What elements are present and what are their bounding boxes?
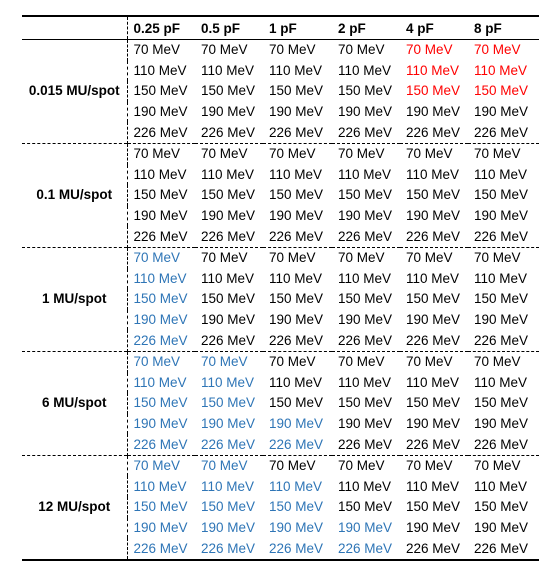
- energy-cell: 150 MeV: [133, 291, 188, 307]
- header-corner: [22, 16, 127, 40]
- energy-cell: 110 MeV: [474, 62, 528, 78]
- energy-cell: 110 MeV: [474, 166, 528, 182]
- energy-cell: 226 MeV: [201, 228, 256, 244]
- energy-cell: 150 MeV: [201, 187, 256, 203]
- energy-cell: 150 MeV: [269, 499, 324, 515]
- energy-cell: 226 MeV: [133, 228, 188, 244]
- energy-cell: 110 MeV: [406, 62, 460, 78]
- energy-cell: 190 MeV: [133, 312, 188, 328]
- energy-cell: 190 MeV: [133, 208, 188, 224]
- group-label: 0.1 MU/spot: [22, 143, 127, 247]
- energy-cell: 150 MeV: [269, 187, 324, 203]
- energy-cell: 226 MeV: [474, 436, 529, 452]
- energy-cell: 190 MeV: [474, 415, 529, 431]
- energy-cell: 150 MeV: [201, 499, 256, 515]
- energy-cell: 150 MeV: [133, 499, 188, 515]
- energy-cell: 110 MeV: [269, 478, 323, 494]
- energy-cell: 70 MeV: [332, 40, 400, 61]
- energy-cell: 226 MeV: [201, 436, 256, 452]
- energy-cell: 70 MeV: [400, 455, 468, 476]
- energy-cell: 110 MeV: [338, 478, 392, 494]
- energy-cell: 150 MeV: [338, 187, 393, 203]
- energy-cell: 70 MeV: [332, 455, 400, 476]
- energy-cell: 226 MeV: [269, 332, 324, 348]
- header-cell-2pf: 2 pF: [332, 16, 400, 40]
- energy-cell: 226 MeV: [269, 124, 324, 140]
- energy-cell: 190 MeV: [338, 415, 393, 431]
- energy-cell: 70 MeV: [468, 40, 539, 61]
- energy-cell: 226 MeV: [338, 124, 393, 140]
- energy-cell: 190 MeV: [269, 312, 324, 328]
- energy-cell: 110 MeV: [269, 166, 323, 182]
- energy-cell: 70 MeV: [195, 143, 263, 164]
- energy-cell: 226 MeV: [133, 124, 188, 140]
- energy-cell: 226 MeV: [263, 538, 332, 560]
- energy-cell: 190 MeV: [474, 519, 529, 535]
- header-cell-8pf: 8 pF: [468, 16, 539, 40]
- energy-cell: 190 MeV: [201, 104, 256, 120]
- energy-cell: 150 MeV: [133, 187, 188, 203]
- energy-cell: 190 MeV: [406, 312, 461, 328]
- energy-cell: 226 MeV: [133, 332, 188, 348]
- energy-cell: 190 MeV: [201, 519, 256, 535]
- energy-cell: 190 MeV: [474, 312, 529, 328]
- energy-cell: 226 MeV: [406, 228, 461, 244]
- energy-cell: 110 MeV: [201, 166, 255, 182]
- energy-cell: 226 MeV: [400, 538, 468, 560]
- energy-cell: 70 MeV: [263, 247, 332, 268]
- energy-cell: 190 MeV: [406, 519, 461, 535]
- energy-cell: 110 MeV: [474, 478, 528, 494]
- energy-cell: 110 MeV: [406, 270, 460, 286]
- energy-cell: 110 MeV: [133, 478, 187, 494]
- table-row: [22, 40, 539, 61]
- energy-cell: 70 MeV: [195, 247, 263, 268]
- energy-cell: 190 MeV: [269, 519, 324, 535]
- energy-cell: 226 MeV: [338, 228, 393, 244]
- energy-cell: 110 MeV: [338, 166, 392, 182]
- energy-cell: 226 MeV: [332, 538, 400, 560]
- energy-cell: 150 MeV: [474, 395, 529, 411]
- energy-cell: 110 MeV: [474, 270, 528, 286]
- energy-cell: 150 MeV: [406, 291, 461, 307]
- energy-cell: 150 MeV: [201, 395, 256, 411]
- energy-cell: 110 MeV: [338, 270, 392, 286]
- energy-cell: 150 MeV: [338, 395, 393, 411]
- energy-cell: 70 MeV: [332, 351, 400, 372]
- header-cell-0.25pf: 0.25 pF: [127, 16, 195, 40]
- energy-cell: 150 MeV: [338, 499, 393, 515]
- table-body: [22, 40, 539, 560]
- energy-cell: 226 MeV: [474, 228, 529, 244]
- energy-cell: 190 MeV: [338, 104, 393, 120]
- energy-cell: 70 MeV: [332, 247, 400, 268]
- energy-cell: 110 MeV: [338, 62, 392, 78]
- energy-cell: 110 MeV: [133, 166, 187, 182]
- energy-cell: 190 MeV: [133, 104, 188, 120]
- energy-cell: 150 MeV: [133, 395, 188, 411]
- energy-cell: 70 MeV: [468, 455, 539, 476]
- energy-cell: 70 MeV: [468, 143, 539, 164]
- energy-cell: 110 MeV: [201, 270, 255, 286]
- energy-cell: 110 MeV: [406, 374, 460, 390]
- energy-cell: 190 MeV: [338, 519, 393, 535]
- energy-cell: 190 MeV: [201, 208, 256, 224]
- energy-cell: 190 MeV: [406, 208, 461, 224]
- group-label: 6 MU/spot: [22, 351, 127, 455]
- energy-cell: 70 MeV: [332, 143, 400, 164]
- energy-cell: 190 MeV: [338, 208, 393, 224]
- energy-cell: 70 MeV: [263, 351, 332, 372]
- energy-cell: 190 MeV: [474, 208, 529, 224]
- energy-cell: 70 MeV: [400, 40, 468, 61]
- energy-cell: 150 MeV: [406, 187, 461, 203]
- group-label: 1 MU/spot: [22, 247, 127, 351]
- energy-cell: 190 MeV: [269, 104, 324, 120]
- energy-cell: 226 MeV: [269, 228, 324, 244]
- energy-cell: 70 MeV: [195, 455, 263, 476]
- group-label: 12 MU/spot: [22, 455, 127, 559]
- energy-cell: 190 MeV: [201, 415, 256, 431]
- energy-cell: 226 MeV: [338, 436, 393, 452]
- energy-cell: 150 MeV: [269, 395, 324, 411]
- energy-cell: 70 MeV: [263, 455, 332, 476]
- energy-cell: 150 MeV: [406, 499, 461, 515]
- energy-cell: 110 MeV: [406, 478, 460, 494]
- energy-cell: 150 MeV: [474, 291, 529, 307]
- energy-cell: 226 MeV: [195, 538, 263, 560]
- energy-cell: 190 MeV: [406, 415, 461, 431]
- energy-cell: 226 MeV: [338, 332, 393, 348]
- energy-cell: 150 MeV: [201, 291, 256, 307]
- table-row: [22, 143, 539, 164]
- energy-cell: 190 MeV: [133, 415, 188, 431]
- energy-cell: 190 MeV: [269, 415, 324, 431]
- header-row: [22, 16, 539, 40]
- energy-cell: 110 MeV: [269, 374, 323, 390]
- energy-cell: 226 MeV: [269, 436, 324, 452]
- results-table: [22, 15, 539, 561]
- energy-cell: 150 MeV: [406, 395, 461, 411]
- energy-cell: 226 MeV: [474, 332, 529, 348]
- energy-cell: 226 MeV: [201, 332, 256, 348]
- header-cell-1pf: 1 pF: [263, 16, 332, 40]
- energy-cell: 226 MeV: [127, 538, 195, 560]
- energy-cell: 226 MeV: [406, 332, 461, 348]
- energy-cell: 226 MeV: [406, 436, 461, 452]
- energy-cell: 70 MeV: [468, 351, 539, 372]
- energy-cell: 70 MeV: [263, 40, 332, 61]
- energy-cell: 110 MeV: [269, 270, 323, 286]
- energy-cell: 70 MeV: [127, 247, 195, 268]
- energy-cell: 70 MeV: [400, 351, 468, 372]
- energy-cell: 70 MeV: [263, 143, 332, 164]
- table-row: [22, 247, 539, 268]
- energy-cell: 150 MeV: [201, 83, 256, 99]
- energy-cell: 110 MeV: [201, 374, 255, 390]
- energy-cell: 110 MeV: [201, 478, 255, 494]
- energy-cell: 70 MeV: [400, 143, 468, 164]
- energy-cell: 110 MeV: [201, 62, 255, 78]
- energy-cell: 150 MeV: [406, 83, 461, 99]
- energy-cell: 150 MeV: [474, 187, 529, 203]
- energy-cell: 150 MeV: [474, 83, 529, 99]
- energy-cell: 70 MeV: [195, 40, 263, 61]
- energy-cell: 110 MeV: [474, 374, 528, 390]
- header-cell-0.5pf: 0.5 pF: [195, 16, 263, 40]
- energy-cell: 70 MeV: [127, 455, 195, 476]
- energy-cell: 190 MeV: [338, 312, 393, 328]
- group-label: 0.015 MU/spot: [22, 40, 127, 144]
- table-row: [22, 351, 539, 372]
- energy-cell: 150 MeV: [338, 291, 393, 307]
- energy-cell: 70 MeV: [127, 351, 195, 372]
- energy-cell: 150 MeV: [133, 83, 188, 99]
- energy-cell: 226 MeV: [468, 538, 539, 560]
- energy-cell: 70 MeV: [400, 247, 468, 268]
- energy-cell: 110 MeV: [133, 270, 187, 286]
- energy-cell: 190 MeV: [474, 104, 529, 120]
- energy-cell: 70 MeV: [468, 247, 539, 268]
- table-row: [22, 455, 539, 476]
- energy-cell: 70 MeV: [195, 351, 263, 372]
- energy-cell: 110 MeV: [338, 374, 392, 390]
- header-cell-4pf: 4 pF: [400, 16, 468, 40]
- energy-cell: 150 MeV: [338, 83, 393, 99]
- energy-cell: 110 MeV: [406, 166, 460, 182]
- energy-cell: 110 MeV: [133, 62, 187, 78]
- energy-cell: 226 MeV: [133, 436, 188, 452]
- energy-cell: 110 MeV: [269, 62, 323, 78]
- energy-cell: 190 MeV: [406, 104, 461, 120]
- energy-cell: 150 MeV: [269, 83, 324, 99]
- energy-cell: 190 MeV: [269, 208, 324, 224]
- energy-cell: 150 MeV: [269, 291, 324, 307]
- energy-cell: 226 MeV: [474, 124, 529, 140]
- energy-cell: 110 MeV: [133, 374, 187, 390]
- energy-cell: 226 MeV: [406, 124, 461, 140]
- table-header: [22, 16, 539, 40]
- energy-cell: 150 MeV: [474, 499, 529, 515]
- energy-cell: 70 MeV: [127, 40, 195, 61]
- energy-cell: 226 MeV: [201, 124, 256, 140]
- energy-cell: 190 MeV: [133, 519, 188, 535]
- energy-cell: 70 MeV: [127, 143, 195, 164]
- energy-cell: 190 MeV: [201, 312, 256, 328]
